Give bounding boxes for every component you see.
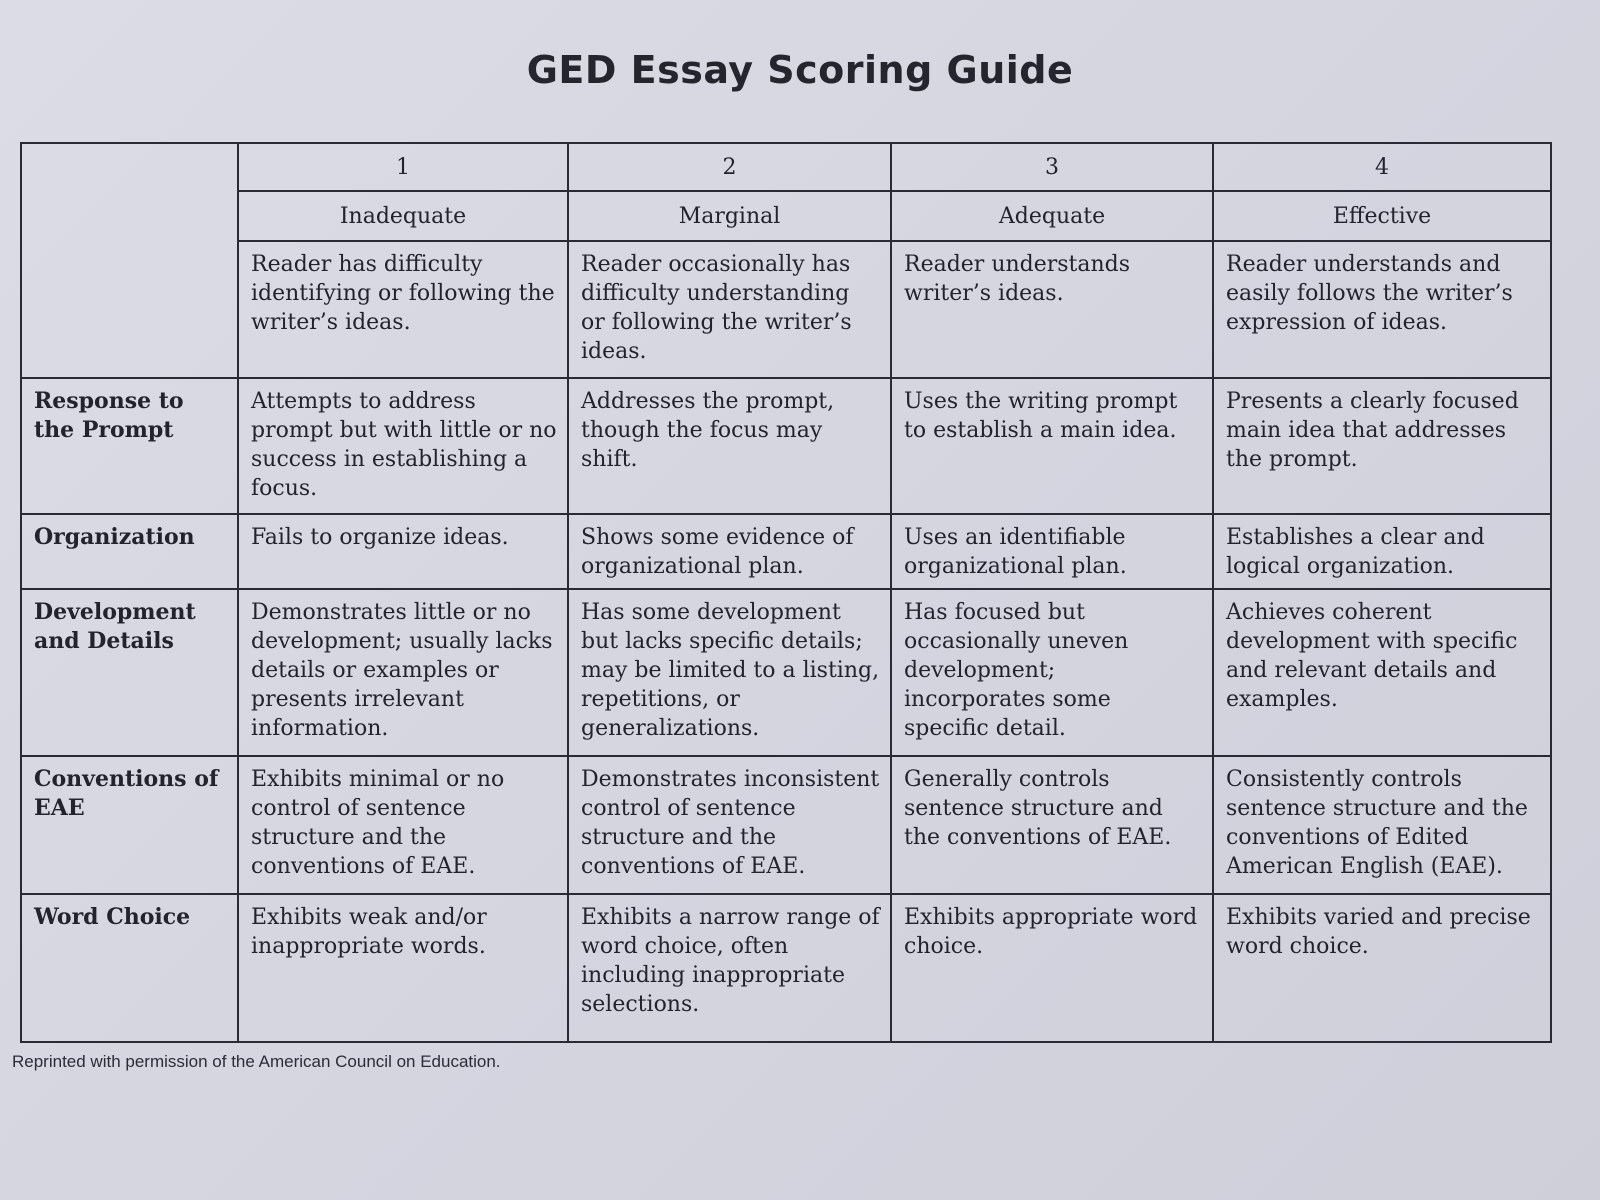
criterion-row <box>21 514 1551 589</box>
overall-row <box>21 241 1551 378</box>
criterion-cell: Demonstrates inconsistent control of sentence structure and the conventions of EAE. <box>568 756 891 894</box>
score-label: Marginal <box>568 191 891 241</box>
criterion-cell: Shows some evidence of organizational plan. <box>568 514 891 589</box>
criterion-row <box>21 589 1551 756</box>
criterion-cell: Exhibits weak and/or inappropriate words. <box>238 894 568 1042</box>
criterion-label: Development and Details <box>21 589 238 756</box>
overall-description: Reader understands writer’s ideas. <box>891 241 1213 378</box>
criterion-label: Response to the Prompt <box>21 378 238 514</box>
criterion-row <box>21 756 1551 894</box>
score-number-row <box>21 143 1551 191</box>
page-title: GED Essay Scoring Guide <box>526 48 1074 92</box>
overall-description: Reader occasionally has difficulty understanding or following the writer’s ideas. <box>568 241 891 378</box>
criterion-cell: Fails to organize ideas. <box>238 514 568 589</box>
footer-credit: Reprinted with permission of the American Council on Education. <box>12 1052 501 1071</box>
criterion-cell: Exhibits a narrow range of word choice, often including inappropriate selections. <box>568 894 891 1042</box>
criterion-cell: Consistently controls sentence structure and the conventions of Edited American English (EAE). <box>1213 756 1551 894</box>
score-number: 2 <box>568 143 891 191</box>
corner-cell <box>21 143 238 378</box>
criterion-cell: Achieves coherent development with specific and relevant details and examples. <box>1213 589 1551 756</box>
score-number: 4 <box>1213 143 1551 191</box>
criterion-label: Word Choice <box>21 894 238 1042</box>
criterion-cell: Demonstrates little or no development; usually lacks details or examples or presents irrelevant information. <box>238 589 568 756</box>
score-number: 1 <box>238 143 568 191</box>
criterion-row <box>21 894 1551 1042</box>
criterion-cell: Has focused but occasionally uneven development; incorporates some specific detail. <box>891 589 1213 756</box>
score-label: Inadequate <box>238 191 568 241</box>
criterion-label: Conventions of EAE <box>21 756 238 894</box>
criterion-cell: Attempts to address prompt but with little or no success in establishing a focus. <box>238 378 568 514</box>
criterion-row <box>21 378 1551 514</box>
score-number: 3 <box>891 143 1213 191</box>
overall-description: Reader has difficulty identifying or following the writer’s ideas. <box>238 241 568 378</box>
criterion-cell: Uses an identifiable organizational plan. <box>891 514 1213 589</box>
criterion-cell: Establishes a clear and logical organization. <box>1213 514 1551 589</box>
criterion-cell: Generally controls sentence structure and the conventions of EAE. <box>891 756 1213 894</box>
criterion-cell: Addresses the prompt, though the focus may shift. <box>568 378 891 514</box>
criterion-cell: Uses the writing prompt to establish a main idea. <box>891 378 1213 514</box>
overall-description: Reader understands and easily follows the writer’s expression of ideas. <box>1213 241 1551 378</box>
scoring-table <box>20 142 1552 1043</box>
score-label: Effective <box>1213 191 1551 241</box>
criterion-cell: Exhibits minimal or no control of sentence structure and the conventions of EAE. <box>238 756 568 894</box>
criterion-label: Organization <box>21 514 238 589</box>
criterion-cell: Exhibits varied and precise word choice. <box>1213 894 1551 1042</box>
criterion-cell: Presents a clearly focused main idea that addresses the prompt. <box>1213 378 1551 514</box>
score-label-row <box>21 191 1551 241</box>
criterion-cell: Exhibits appropriate word choice. <box>891 894 1213 1042</box>
score-label: Adequate <box>891 191 1213 241</box>
criterion-cell: Has some development but lacks specific details; may be limited to a listing, repetitions, or generalizations. <box>568 589 891 756</box>
